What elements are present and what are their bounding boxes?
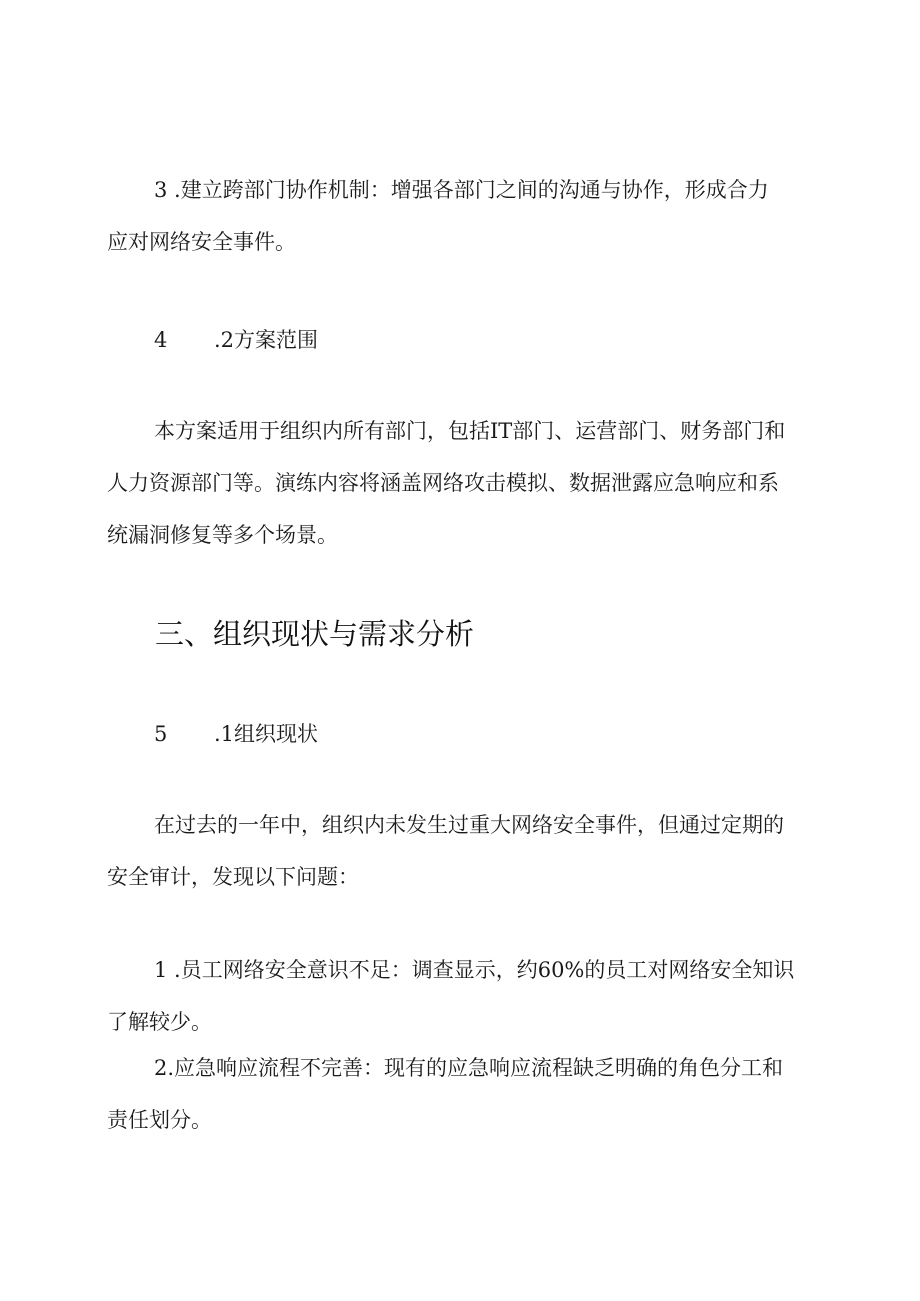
section-4-2-title: .2方案范围	[214, 328, 319, 352]
chapter-3-heading: 三、组织现状与需求分析	[155, 617, 475, 651]
section-5-1-number: 5	[154, 722, 168, 746]
problem-1-paragraph	[107, 944, 807, 1048]
status-paragraph	[107, 799, 807, 903]
item-3-paragraph	[107, 164, 807, 268]
problem-1-line-1: 1 .员工网络安全意识不足：调查显示，约60%的员工对网络安全知识	[154, 958, 795, 982]
scope-paragraph	[107, 405, 807, 561]
problem-2-line-2: 责任划分。	[107, 1108, 212, 1132]
scope-line-1: 本方案适用于组织内所有部门，包括IT部门、运营部门、财务部门和	[154, 419, 786, 443]
problem-2-line-1: 2.应急响应流程不完善：现有的应急响应流程缺乏明确的角色分工和	[154, 1056, 784, 1080]
status-line-2: 安全审计，发现以下问题：	[107, 865, 359, 889]
section-4-2-heading	[107, 314, 807, 366]
item-3-line-2: 应对网络安全事件。	[107, 230, 296, 254]
item-3-line-1: 3 .建立跨部门协作机制：增强各部门之间的沟通与协作，形成合力	[154, 178, 769, 202]
section-4-2-number: 4	[154, 328, 168, 352]
scope-line-2: 人力资源部门等。演练内容将涵盖网络攻击模拟、数据泄露应急响应和系	[107, 471, 779, 495]
problem-2-paragraph	[107, 1042, 807, 1146]
section-5-1-title: .1组织现状	[214, 722, 319, 746]
section-5-1-heading	[107, 708, 807, 760]
scope-line-3: 统漏洞修复等多个场景。	[107, 523, 338, 547]
status-line-1: 在过去的一年中，组织内未发生过重大网络安全事件，但通过定期的	[154, 813, 784, 837]
problem-1-line-2: 了解较少。	[107, 1010, 212, 1034]
